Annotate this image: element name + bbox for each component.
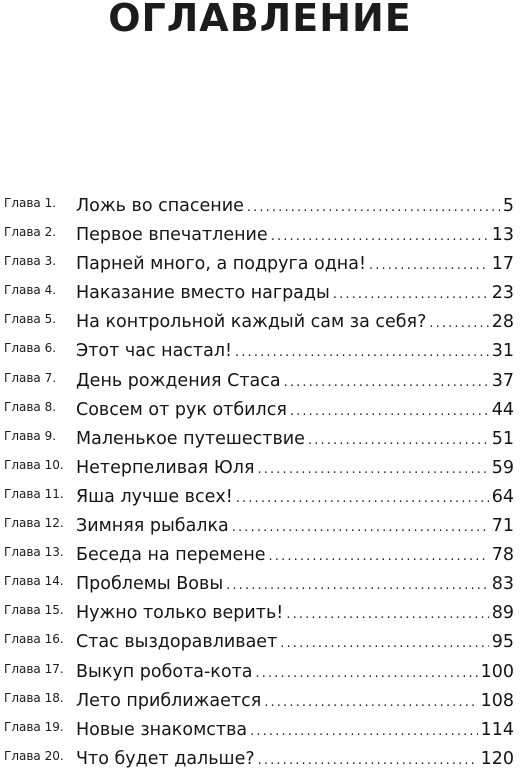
dot-leader (280, 636, 488, 651)
toc-entry (0, 487, 520, 516)
chapter-title: Этот час настал! (76, 341, 233, 362)
entry-line (76, 429, 514, 449)
chapter-title: Выкуп робота-кота (76, 661, 253, 682)
page-number: 28 (491, 312, 514, 333)
chapter-number: Глава 11. (4, 486, 64, 501)
page-number: 44 (491, 399, 514, 420)
toc-entry (0, 429, 520, 458)
chapter-title: Яша лучше всех! (76, 486, 233, 507)
entry-line (76, 487, 514, 507)
page-number: 120 (480, 748, 514, 769)
chapter-number: Глава 15. (4, 603, 64, 618)
toc-entry (0, 196, 520, 225)
chapter-title: Лето приближается (76, 690, 262, 711)
toc-entry (0, 254, 520, 283)
toc-entry (0, 720, 520, 749)
chapter-number: Глава 14. (4, 574, 64, 589)
chapter-number: Глава 17. (4, 661, 64, 676)
entry-line (76, 371, 514, 391)
entry-line (76, 720, 514, 740)
chapter-number: Глава 18. (4, 690, 64, 705)
toc-entry (0, 225, 520, 254)
chapter-title: Маленькое путешествие (76, 428, 305, 449)
toc-entry (0, 574, 520, 603)
dot-leader (258, 462, 489, 477)
chapter-number: Глава 9. (4, 428, 57, 443)
dot-leader (333, 287, 489, 302)
toc-entry (0, 283, 520, 312)
chapter-number: Глава 6. (4, 341, 57, 356)
page-number: 23 (491, 283, 514, 304)
toc-entry (0, 632, 520, 661)
table-of-contents (0, 196, 520, 778)
dot-leader (226, 578, 489, 593)
chapter-number: Глава 8. (4, 399, 57, 414)
toc-entry (0, 341, 520, 370)
dot-leader (232, 520, 489, 535)
page-number: 59 (491, 457, 514, 478)
chapter-title: Беседа на перемене (76, 545, 266, 566)
chapter-number: Глава 16. (4, 632, 64, 647)
toc-entry (0, 545, 520, 574)
page-number: 83 (491, 574, 514, 595)
chapter-number: Глава 20. (4, 748, 64, 763)
entry-line (76, 196, 514, 216)
chapter-number: Глава 3. (4, 254, 57, 269)
dot-leader (286, 607, 488, 622)
chapter-title: Нетерпеливая Юля (76, 457, 255, 478)
page-number: 78 (491, 545, 514, 566)
page-number: 71 (491, 516, 514, 537)
chapter-title: Проблемы Вовы (76, 574, 224, 595)
toc-entry (0, 400, 520, 429)
chapter-number: Глава 4. (4, 283, 57, 298)
entry-line (76, 400, 514, 420)
entry-line (76, 662, 514, 682)
chapter-number: Глава 7. (4, 370, 57, 385)
chapter-number: Глава 19. (4, 719, 64, 734)
chapter-title: Новые знакомства (76, 719, 248, 740)
chapter-title: Зимняя рыбалка (76, 516, 229, 537)
chapter-title: Что будет дальше? (76, 748, 255, 769)
toc-entry (0, 691, 520, 720)
dot-leader (284, 375, 489, 390)
chapter-number: Глава 13. (4, 545, 64, 560)
chapter-title: Первое впечатление (76, 225, 268, 246)
dot-leader (247, 200, 500, 215)
page-number: 17 (491, 254, 514, 275)
dot-leader (236, 491, 489, 506)
entry-line (76, 691, 514, 711)
chapter-number: Глава 12. (4, 516, 64, 531)
entry-line (76, 749, 514, 769)
dot-leader (308, 433, 489, 448)
entry-line (76, 254, 514, 274)
entry-line (76, 341, 514, 361)
page-number: 89 (491, 603, 514, 624)
chapter-number: Глава 1. (4, 196, 57, 210)
dot-leader (258, 753, 478, 768)
entry-line (76, 312, 514, 332)
page-number: 100 (480, 661, 514, 682)
page-number: 37 (491, 370, 514, 391)
dot-leader (290, 404, 489, 419)
chapter-title: Наказание вместо награды (76, 283, 330, 304)
chapter-number: Глава 10. (4, 457, 64, 472)
dot-leader (235, 345, 489, 360)
dot-leader (271, 229, 489, 244)
chapter-number: Глава 5. (4, 312, 57, 327)
entry-line (76, 283, 514, 303)
dot-leader (256, 666, 478, 681)
chapter-title: На контрольной каждый сам за себя? (76, 312, 427, 333)
dot-leader (269, 549, 489, 564)
toc-entry (0, 371, 520, 400)
toc-entry (0, 312, 520, 341)
chapter-title: День рождения Стаса (76, 370, 281, 391)
chapter-title: Нужно только верить! (76, 603, 284, 624)
entry-line (76, 632, 514, 652)
entry-line (76, 574, 514, 594)
dot-leader (369, 258, 489, 273)
dot-leader (264, 695, 477, 710)
entry-line (76, 603, 514, 623)
chapter-title: Ложь во спасение (76, 196, 244, 216)
page-number: 64 (491, 486, 514, 507)
toc-entry (0, 603, 520, 632)
dot-leader (250, 724, 477, 739)
chapter-title: Совсем от рук отбился (76, 399, 287, 420)
page-number: 95 (491, 632, 514, 653)
entry-line (76, 545, 514, 565)
toc-entry (0, 749, 520, 778)
page-number: 108 (480, 690, 514, 711)
page-number: 5 (502, 196, 514, 216)
dot-leader (429, 316, 488, 331)
page-number: 13 (491, 225, 514, 246)
entry-line (76, 458, 514, 478)
entry-line (76, 225, 514, 245)
page-number: 114 (480, 719, 514, 740)
toc-entry (0, 458, 520, 487)
page-number: 31 (491, 341, 514, 362)
chapter-title: Стас выздоравливает (76, 632, 278, 653)
toc-entry (0, 662, 520, 691)
toc-entry (0, 516, 520, 545)
chapter-title: Парней много, а подруга одна! (76, 254, 366, 275)
entry-line (76, 516, 514, 536)
page-number: 51 (491, 428, 514, 449)
chapter-number: Глава 2. (4, 225, 57, 240)
page-title: ОГЛАВЛЕНИЕ (108, 0, 412, 40)
